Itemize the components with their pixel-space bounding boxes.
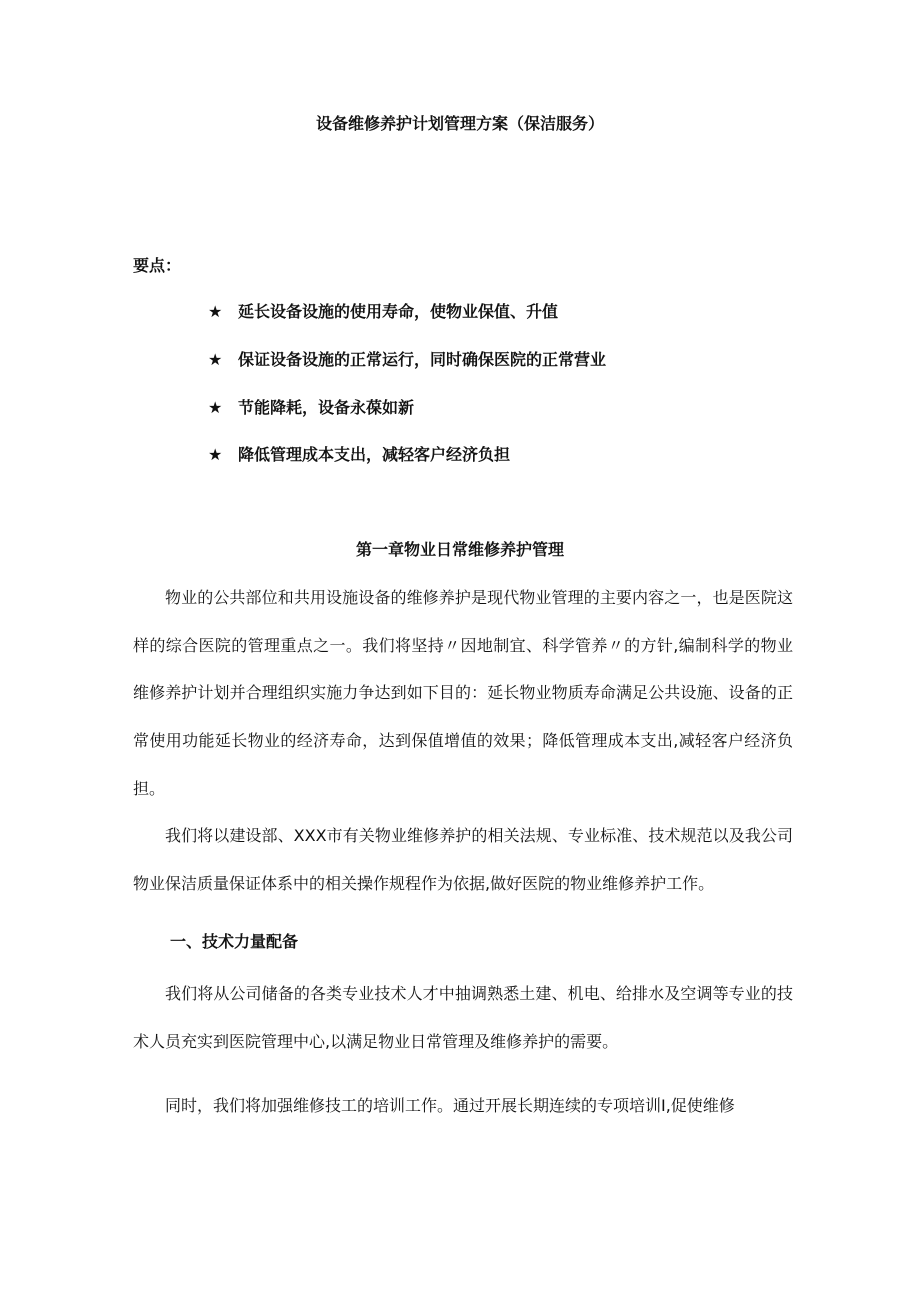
keypoint-item [208,300,558,324]
body-paragraph: 同时，我们将加强维修技工的培训工作。通过开展长期连续的专项培训Ⅰ,促使维修 [165,1096,735,1115]
keypoint-text: 降低管理成本支出，减轻客户经济负担 [238,445,511,464]
keypoint-item [208,396,414,420]
body-paragraph: 物业的公共部位和共用设施设备的维修养护是现代物业管理的主要内容之一，也是医院这样的综合医院的管理重点之一。我们将坚持〃因地制宜、科学管养〃的方针,编制科学的物业维修养护计划并合理组织实施力争达到如下目的：延长物业物质寿命满足公共设施、设备的正常使用功能延长物业的经济寿命，达到保值增值的效果；降低管理成本支出,减轻客户经济负担。 [133,588,793,798]
keypoint-item [208,348,606,372]
document-title: 设备维修养护计划管理方案（保洁服务） [315,114,604,133]
star-icon: ★ [208,350,223,369]
chapter-title: 第一章物业日常维修养护管理 [355,540,564,559]
body-paragraph: 我们将从公司储备的各类专业技术人才中抽调熟悉土建、机电、给排水及空调等专业的技术人员充实到医院管理中心,以满足物业日常管理及维修养护的需要。 [133,984,793,1051]
star-icon: ★ [208,398,223,417]
keypoint-text: 保证设备设施的正常运行，同时确保医院的正常营业 [238,350,607,369]
star-icon: ★ [208,302,223,321]
section-heading: 一、技术力量配备 [170,932,299,951]
keypoint-text: 延长设备设施的使用寿命，使物业保值、升值 [238,302,559,321]
keypoint-item [208,443,510,467]
body-paragraph: 我们将以建设部、XXX市有关物业维修养护的相关法规、专业标准、技术规范以及我公司物业保洁质量保证体系中的相关操作规程作为依据,做好医院的物业维修养护工作。 [133,826,793,893]
star-icon: ★ [208,445,223,464]
keypoints-label: 要点： [133,256,182,275]
keypoint-text: 节能降耗，设备永葆如新 [238,398,415,417]
